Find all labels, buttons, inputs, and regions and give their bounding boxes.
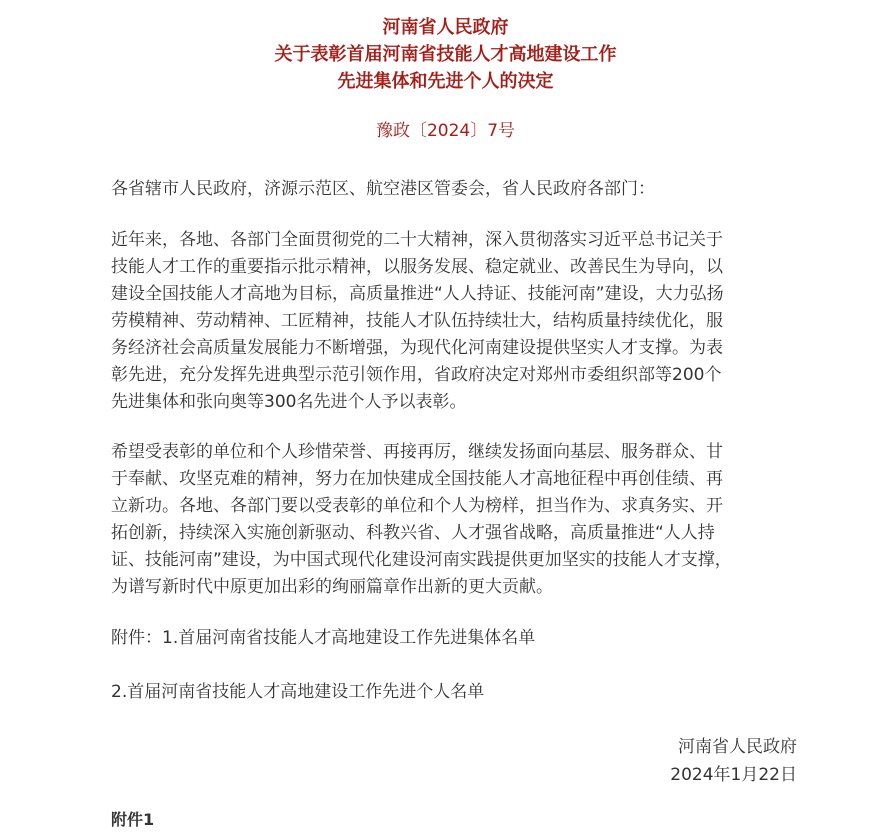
- paragraph-2-line: 为谱写新时代中原更加出彩的绚丽篇章作出新的更大贡献。: [111, 577, 553, 597]
- paragraph-1-line: 彰先进，充分发挥先进典型示范引领作用，省政府决定对郑州市委组织部等200个: [111, 365, 722, 385]
- title-line-1: 河南省人民政府: [382, 17, 509, 38]
- paragraph-1-line: 劳模精神、劳动精神、工匠精神，技能人才队伍持续壮大，结构质量持续优化，服: [111, 311, 723, 331]
- paragraph-1-line: 务经济社会高质量发展能力不断增强，为现代化河南建设提供坚实人才支撑。为表: [111, 338, 723, 358]
- paragraph-1-line: 近年来，各地、各部门全面贯彻党的二十大精神，深入贯彻落实习近平总书记关于: [111, 230, 723, 250]
- issue-date: 2024年1月22日: [670, 765, 797, 785]
- attachment-list-item-1: 附件：1.首届河南省技能人才高地建设工作先进集体名单: [111, 628, 536, 648]
- paragraph-1-line: 技能人才工作的重要指示批示精神，以服务发展、稳定就业、改善民生为导向，以: [111, 257, 723, 277]
- paragraph-1-line: 建设全国技能人才高地为目标，高质量推进“人人持证、技能河南”建设，大力弘扬: [111, 284, 724, 304]
- paragraph-2-line: 立新功。各地、各部门要以受表彰的单位和个人为榜样，担当作为、求真务实、开: [111, 496, 723, 516]
- attachment-heading: 附件1: [111, 810, 155, 829]
- paragraph-2-line: 拓创新，持续深入实施创新驱动、科教兴省、人才强省战略，高质量推进“人人持: [111, 523, 715, 543]
- attachment-list-item-2: 2.首届河南省技能人才高地建设工作先进个人名单: [111, 682, 485, 702]
- paragraph-1-line: 先进集体和张向奥等300名先进个人予以表彰。: [111, 392, 467, 412]
- salutation: 各省辖市人民政府，济源示范区、航空港区管委会，省人民政府各部门：: [111, 179, 655, 199]
- title-line-3: 先进集体和先进个人的决定: [337, 71, 554, 92]
- paragraph-2-line: 证、技能河南”建设，为中国式现代化建设河南实践提供更加坚实的技能人才支撑，: [111, 550, 732, 570]
- paragraph-2-line: 希望受表彰的单位和个人珍惜荣誉、再接再厉，继续发扬面向基层、服务群众、甘: [111, 442, 723, 462]
- issuer-name: 河南省人民政府: [678, 737, 797, 757]
- signature-block: [670, 733, 797, 789]
- document-title: [0, 14, 891, 95]
- paragraph-1: [111, 227, 801, 416]
- paragraph-2: [111, 439, 801, 601]
- title-line-2: 关于表彰首届河南省技能人才高地建设工作: [274, 44, 617, 65]
- document-number: 豫政〔2024〕7号: [375, 121, 516, 141]
- paragraph-2-line: 于奉献、攻坚克难的精神，努力在加快建成全国技能人才高地征程中再创佳绩、再: [111, 469, 723, 489]
